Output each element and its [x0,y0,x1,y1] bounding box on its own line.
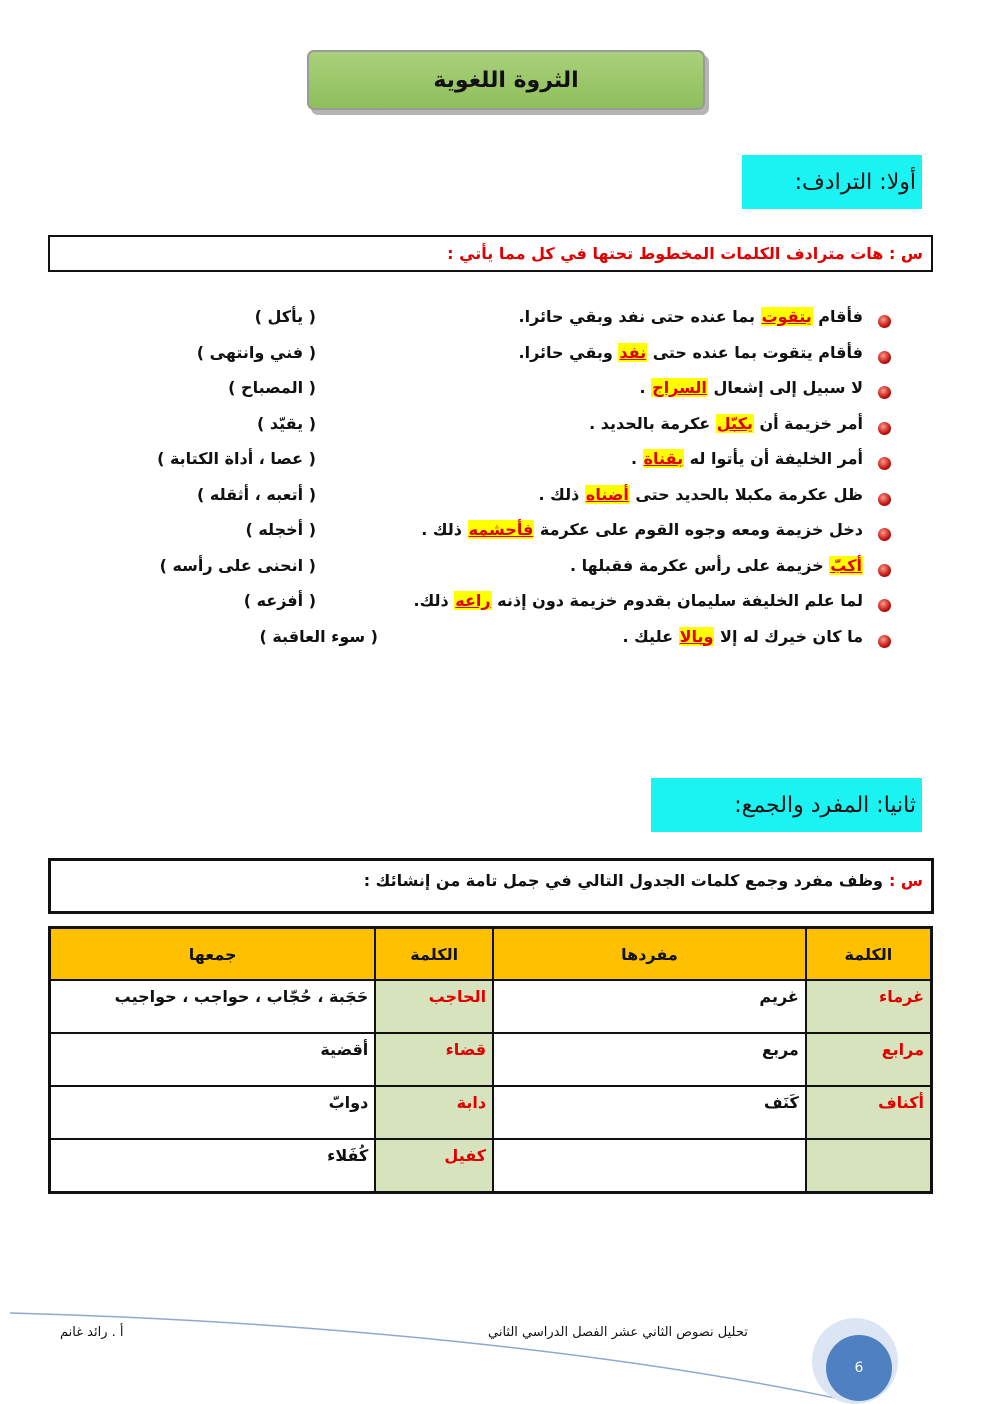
sentence-text: عليك . [622,626,679,646]
sentence [421,520,863,539]
list-item [0,449,891,483]
sentence-text: فأقام يتقوت بما عنده حتى [647,342,863,362]
sentence-text: دخل خزيمة ومعه وجوه القوم على عكرمة [534,520,863,539]
synonym-answer: ( أتعبه ، أثقله ) [197,484,316,504]
question-synonyms: س : هات مترادف الكلمات المخطوط تحتها في كل مما يأتي : [48,235,933,272]
bullet-icon [878,599,891,612]
table-cell: كَنَف [493,1086,806,1139]
sentence-text: ذلك. [413,591,455,610]
sentence [589,414,863,433]
synonym-answer: ( المصباح ) [228,378,316,397]
table-header: مفردها [493,928,806,981]
sentence-text: بما عنده حتى نفد وبقي حائرا. [518,307,761,326]
table-row [50,1033,932,1086]
bullet-icon [878,564,891,577]
list-item [0,378,891,412]
highlighted-word: السراج [652,378,707,397]
footer-author: أ . رائد غانم [60,1325,124,1340]
sentence [539,485,863,504]
highlighted-word: راعه [455,591,491,610]
table-cell: دابة [375,1086,493,1139]
section-heading-synonyms: أولا: الترادف: [742,155,922,209]
highlighted-word: نفد [619,342,647,362]
sentence-text: خزيمة على رأس عكرمة فقبلها . [570,555,830,575]
table-cell: غريم [493,980,806,1033]
sentence [622,627,863,646]
bullet-icon [878,422,891,435]
sentence-text: ذلك . [538,484,585,504]
table-cell [493,1139,806,1193]
synonym-answer: ( سوء العاقبة ) [259,626,378,646]
synonym-answer: ( أخجله ) [245,520,316,539]
sentence [570,556,863,575]
sentence-text: ما كان خيرك له إلا [714,626,863,646]
question-label: س : [888,871,923,890]
footer-title: تحليل نصوص الثاني عشر الفصل الدراسي الثاني [488,1325,748,1340]
table-cell: دوابّ [50,1086,376,1139]
page-title: الثروة اللغوية [307,50,705,110]
table-cell: كُفَلاء [50,1139,376,1193]
table-header: الكلمة [806,928,932,981]
sentence-text: لا سبيل إلى إشعال [707,378,863,397]
table-cell [806,1139,932,1193]
bullet-icon [878,528,891,541]
highlighted-word: أضناه [585,484,629,504]
table-row [50,980,932,1033]
table-cell: مربع [493,1033,806,1086]
list-item [0,520,891,554]
question-text: وظف مفرد وجمع كلمات الجدول التالي في جمل تامة من إنشائك : [363,871,883,890]
highlighted-word: فأحشمه [468,520,534,539]
bullet-icon [878,386,891,399]
sentence [640,378,864,397]
table-cell: الحاجب [375,980,493,1033]
bullet-icon [878,635,891,648]
synonym-answer: ( يقيّد ) [256,413,316,433]
sentence-text: ذلك . [421,520,468,539]
table-row [50,1086,932,1139]
sentence-text: عكرمة بالحديد . [589,413,716,433]
bullet-icon [878,457,891,470]
table-header-row [50,928,932,981]
table-cell: غرماء [806,980,932,1033]
page-number: 6 [826,1335,892,1401]
sentence-text: ظل عكرمة مكبلا بالحديد حتى [629,484,863,504]
list-item [0,556,891,590]
singular-plural-table [48,926,933,1194]
sentence [631,449,863,468]
sentence-text: . [639,378,652,397]
table-row [50,1139,932,1193]
table-cell: حَجَبة ، حُجّاب ، حواجب ، حواجيب [50,980,376,1033]
list-item [0,485,891,519]
section-heading-singular-plural: ثانيا: المفرد والجمع: [651,778,922,832]
sentence [519,307,863,326]
synonym-answer: ( أفزعه ) [243,591,316,610]
list-item [0,343,891,377]
highlighted-word: بقناة [643,449,684,468]
table-cell: أكناف [806,1086,932,1139]
sentence-text: وبقي حائرا. [518,342,619,362]
table-header: جمعها [50,928,376,981]
highlighted-word: يتقوت [761,307,812,326]
highlighted-word: أكبّ [830,555,862,575]
highlighted-word: يكبّل [716,413,753,433]
sentence-text: لما علم الخليفة سليمان بقدوم خزيمة دون إذنه [491,591,863,610]
list-item [0,307,891,341]
synonym-answer: ( انحنى على رأسه ) [159,555,316,575]
bullet-icon [878,315,891,328]
bullet-icon [878,493,891,506]
list-item [0,414,891,448]
highlighted-word: وبالا [679,626,714,646]
list-item [0,591,891,625]
sentence-text: أمر الخليفة أن يأتوا له [684,449,863,468]
sentence-text: فأقام [812,307,863,326]
bullet-icon [878,351,891,364]
sentence [519,343,863,362]
sentence [414,591,863,610]
synonym-answer: ( فني وانتهى ) [196,342,316,362]
synonym-answer: ( عصا ، أداة الكتابة ) [157,449,316,468]
table-cell: قضاء [375,1033,493,1086]
table-cell: مرابع [806,1033,932,1086]
sentence-text: . [630,449,643,468]
sentence-text: أمر خزيمة أن [753,413,863,433]
table-header: الكلمة [375,928,493,981]
list-item [0,627,891,661]
synonym-answer: ( يأكل ) [254,307,316,326]
table-cell: كفيل [375,1139,493,1193]
table-cell: أقضية [50,1033,376,1086]
question-singular-plural [48,858,934,914]
